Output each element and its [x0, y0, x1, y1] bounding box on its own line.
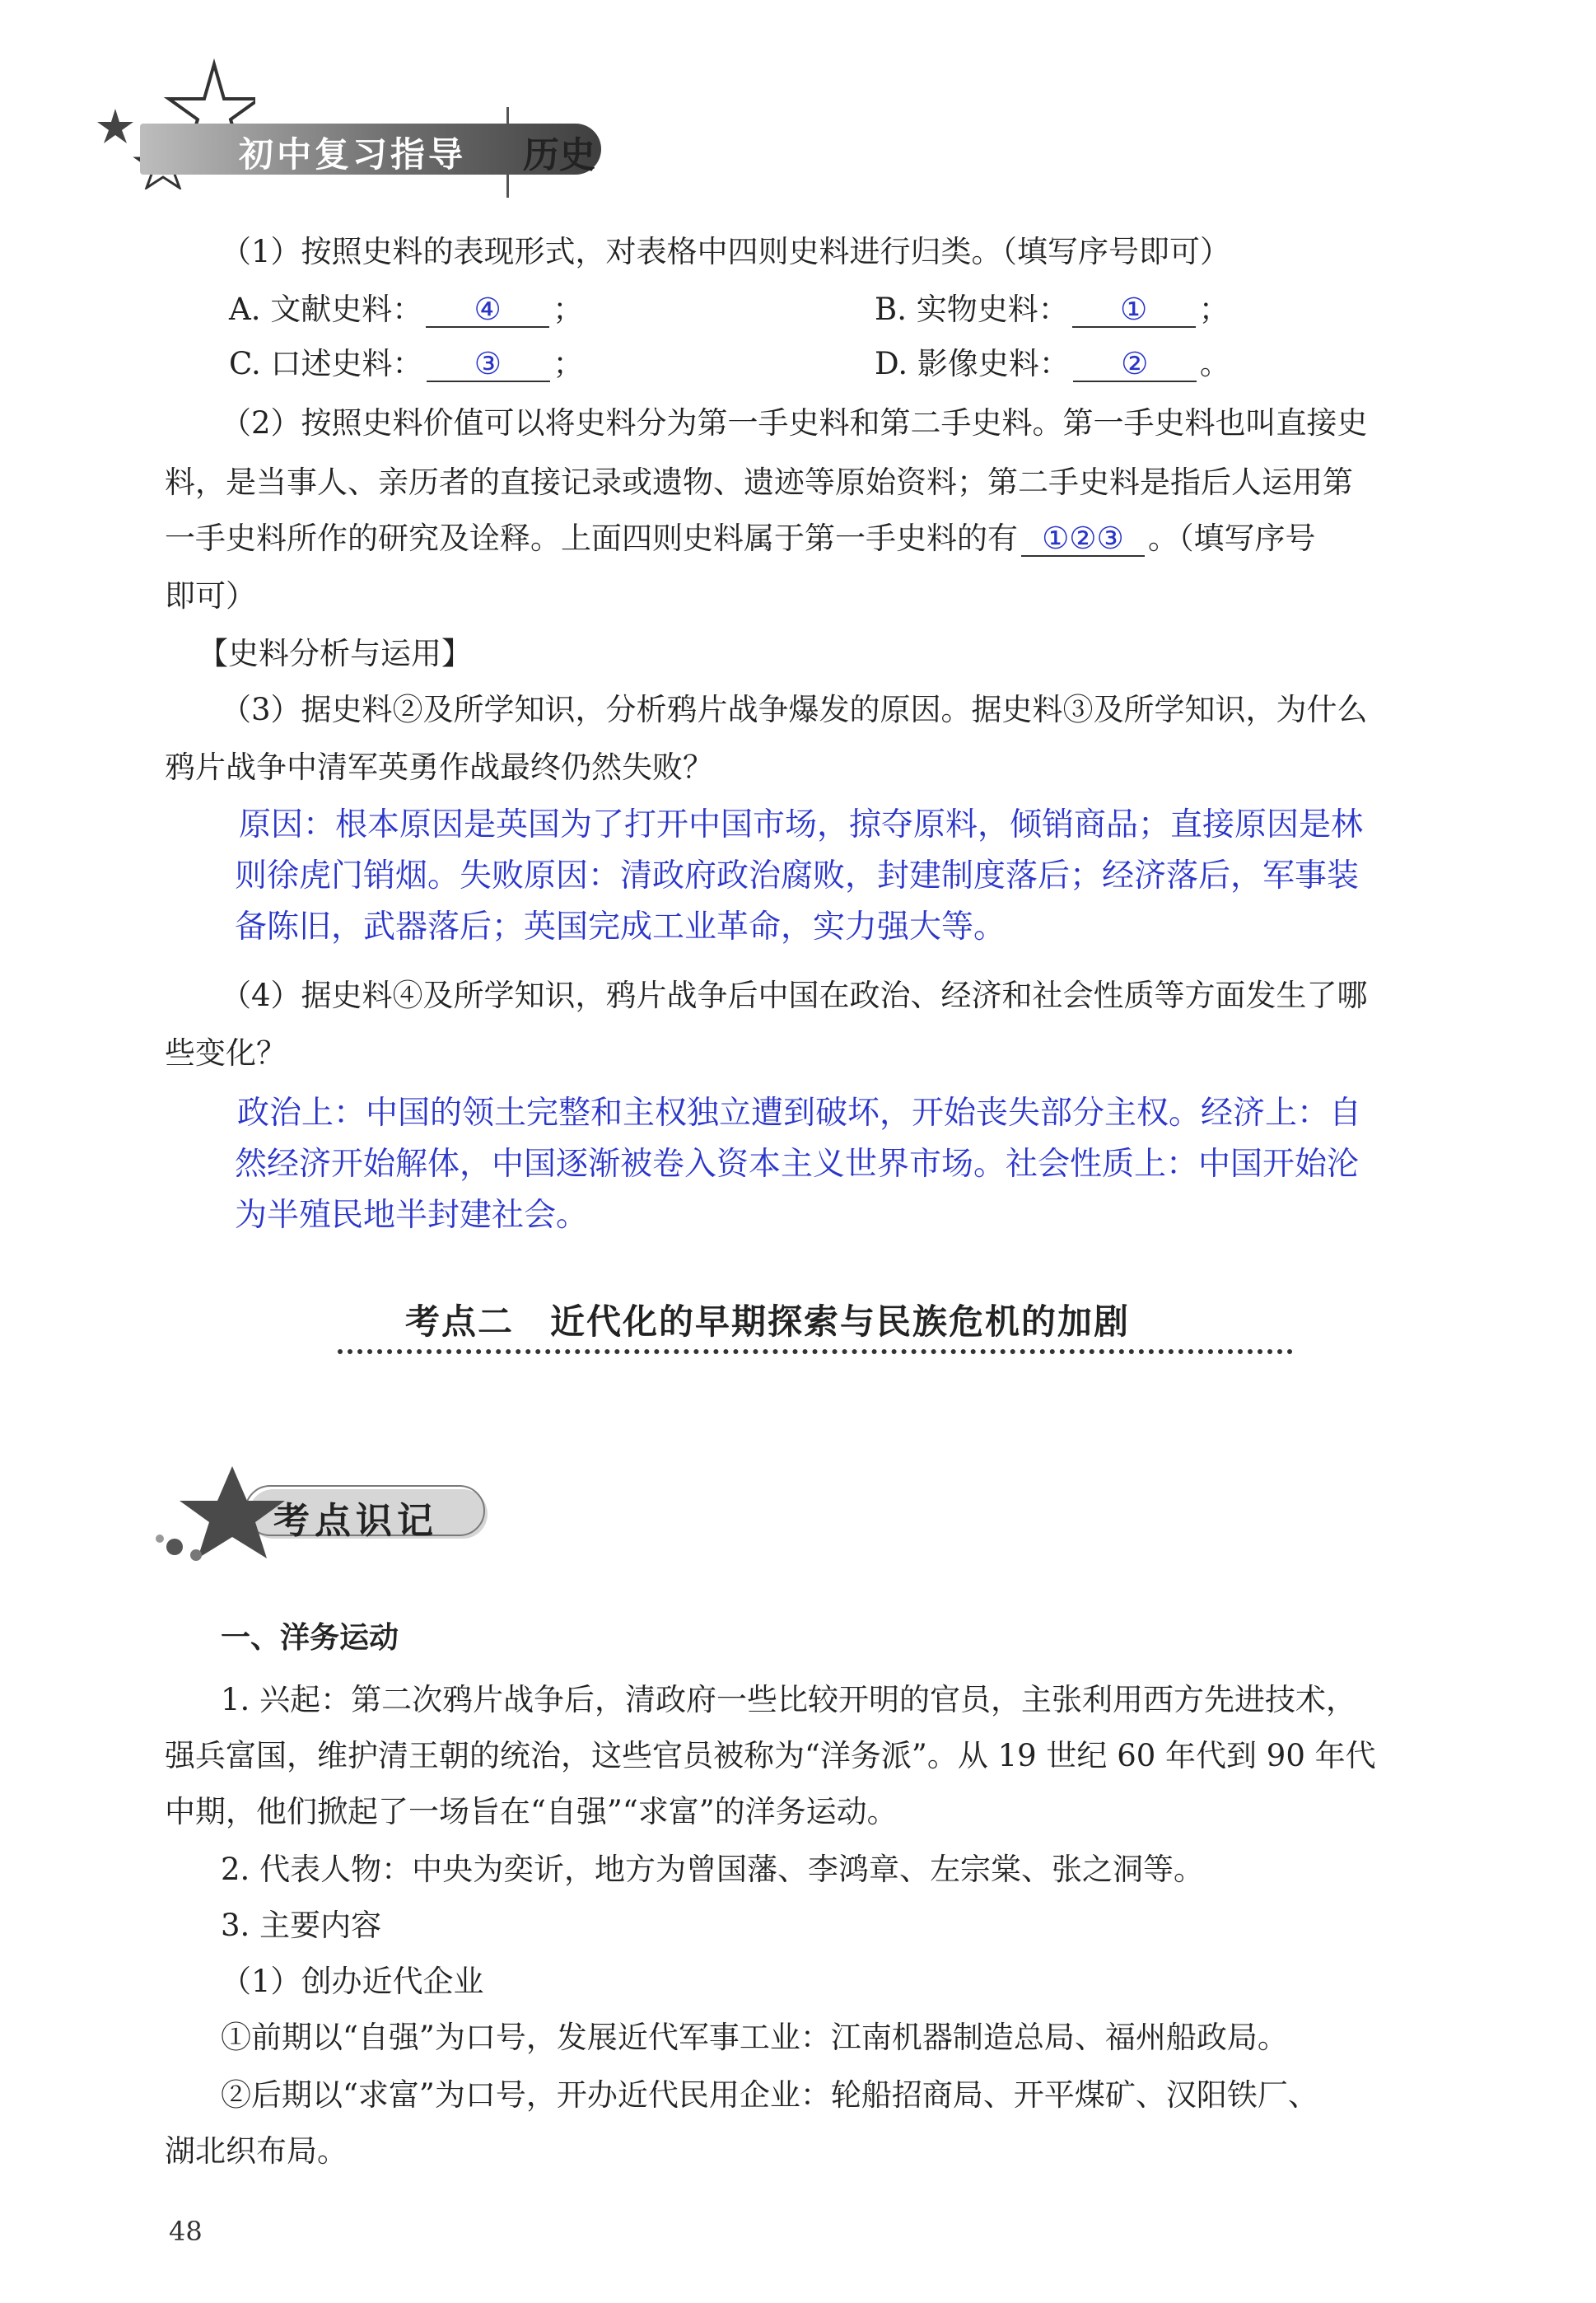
option-b-answer: ①	[1072, 293, 1196, 328]
q2-line-4: 即可）	[165, 578, 256, 614]
body-p2: 2. 代表人物：中央为奕䜣，地方为曾国藩、李鸿章、左宗棠、张之洞等。	[221, 1852, 1205, 1887]
section-title: 考点二 近代化的早期探索与民族危机的加剧	[405, 1301, 1131, 1342]
q3-answer-line-2: 则徐虎门销烟。失败原因：清政府政治腐败，封建制度落后；经济落后，军事装	[235, 857, 1360, 895]
option-c-label: C. 口述史料：	[229, 346, 423, 381]
body-p1-line-2: 强兵富国，维护清王朝的统治，这些官员被称为“洋务派”。从 19 世纪 60 年代到 90 年代	[165, 1738, 1376, 1773]
page-number: 48	[169, 2216, 203, 2247]
q3-line-2: 鸦片战争中清军英勇作战最终仍然失败？	[165, 750, 713, 785]
body-p3: 3. 主要内容	[221, 1908, 382, 1943]
badge-label: 考点识记	[273, 1500, 438, 1542]
q1-option-d	[875, 336, 1230, 392]
page-header	[91, 58, 667, 189]
option-c-end: ；	[553, 346, 584, 381]
subheading-yangwu: 一、洋务运动	[221, 1621, 399, 1655]
header-divider	[506, 107, 509, 198]
q2-line-3	[165, 511, 1316, 567]
body-p1-line-3: 中期，他们掀起了一场旨在“自强”“求富”的洋务运动。	[165, 1794, 898, 1829]
q4-answer-line-3: 为半殖民地半封建社会。	[235, 1197, 589, 1234]
option-d-answer: ②	[1073, 348, 1197, 382]
body-p5: ①前期以“自强”为口号，发展近代军事工业：江南机器制造总局、福州船政局。	[221, 2020, 1288, 2055]
q1-option-a	[229, 282, 583, 338]
q3-line-1: （3）据史料②及所学知识，分析鸦片战争爆发的原因。据史料③及所学知识，为什么	[221, 692, 1368, 727]
body-p6-line-1: ②后期以“求富”为口号，开办近代民用企业：轮船招商局、开平煤矿、汉阳铁厂、	[221, 2077, 1318, 2113]
option-b-end: ；	[1198, 292, 1230, 327]
option-a-end: ；	[553, 292, 584, 327]
option-a-label: A. 文献史料：	[229, 292, 423, 327]
q3-answer-line-3: 备陈旧，武器落后；英国完成工业革命，实力强大等。	[235, 909, 1006, 946]
q1-option-b	[875, 282, 1230, 338]
analysis-heading: 【史料分析与运用】	[198, 636, 472, 671]
book-title: 初中复习指导	[239, 134, 467, 175]
q4-line-1: （4）据史料④及所学知识，鸦片战争后中国在政治、经济和社会性质等方面发生了哪	[221, 978, 1368, 1013]
q2-line-3-text: 一手史料所作的研究及诠释。上面四则史料属于第一手史料的有	[165, 521, 1018, 556]
body-p4: （1）创办近代企业	[221, 1964, 484, 1999]
q4-line-2: 些变化？	[165, 1035, 287, 1071]
option-d-label: D. 影像史料：	[875, 346, 1070, 381]
q1-prompt: （1）按照史料的表现形式，对表格中四则史料进行归类。（填写序号即可）	[221, 234, 1231, 269]
q1-option-c	[229, 336, 584, 392]
q2-answer: ①②③	[1021, 522, 1145, 557]
subject-label: 历史	[523, 134, 595, 176]
q2-line-1: （2）按照史料价值可以将史料分为第一手史料和第二手史料。第一手史料也叫直接史	[221, 405, 1368, 441]
section-dotted-rule	[338, 1349, 1293, 1354]
option-c-answer: ③	[427, 348, 550, 382]
q2-line-3-end: 。（填写序号	[1148, 521, 1316, 556]
body-p1-line-1: 1. 兴起：第二次鸦片战争后，清政府一些比较开明的官员，主张利用西方先进技术，	[221, 1682, 1357, 1717]
key-points-badge	[150, 1458, 496, 1565]
option-b-label: B. 实物史料：	[875, 292, 1069, 327]
q4-answer-line-2: 然经济开始解体，中国逐渐被卷入资本主义世界市场。社会性质上：中国开始沦	[235, 1146, 1360, 1183]
option-d-end: 。	[1199, 346, 1230, 381]
option-a-answer: ④	[426, 293, 549, 328]
body-p6-line-2: 湖北织布局。	[165, 2133, 348, 2169]
q2-line-2: 料，是当事人、亲历者的直接记录或遗物、遗迹等原始资料；第二手史料是指后人运用第	[165, 465, 1353, 500]
q4-answer-line-1: 政治上：中国的领土完整和主权独立遭到破坏，开始丧失部分主权。经济上：自	[237, 1095, 1362, 1132]
q3-answer-line-1: 原因：根本原因是英国为了打开中国市场，掠夺原料，倾销商品；直接原因是林	[239, 806, 1364, 843]
